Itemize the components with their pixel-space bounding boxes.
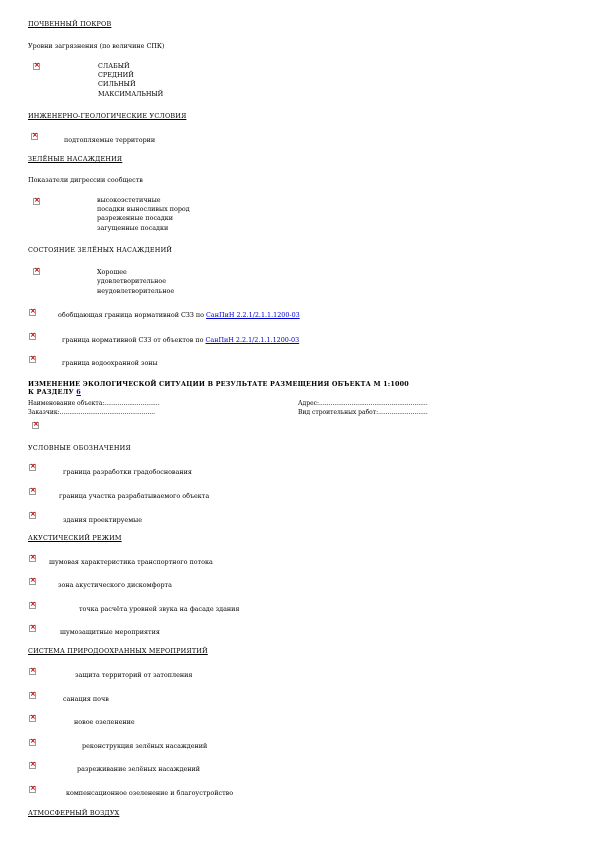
legend-item: здания проектируемые: [63, 516, 143, 524]
broken-image-icon: [29, 464, 36, 471]
soil-legend-item: СРЕДНИЙ: [98, 71, 134, 79]
soil-legend-item: СЛАБЫЙ: [98, 62, 130, 70]
broken-image-icon: [32, 422, 39, 429]
eco-item: санация почв: [63, 695, 109, 703]
section-title-eco-measures: СИСТЕМА ПРИРОДООХРАННЫХ МЕРОПРИЯТИЙ: [28, 647, 208, 655]
address-field: Адрес:.........................................................: [298, 400, 428, 407]
section-title-air: АТМОСФЕРНЫЙ ВОЗДУХ: [28, 809, 120, 817]
broken-image-icon: [29, 692, 36, 699]
broken-image-icon: [29, 356, 36, 363]
eco-item: разреживание зелёных насаждений: [77, 765, 201, 773]
broken-image-icon: [33, 268, 40, 275]
section-title-acoustic: АКУСТИЧЕСКИЙ РЕЖИМ: [28, 534, 122, 542]
acoustic-item: зона акустического дискомфорта: [58, 581, 172, 589]
soil-subtitle: Уровни загрязнения (по величине СПК): [28, 42, 165, 50]
eco-item: новое озеленение: [74, 718, 135, 726]
broken-image-icon: [29, 333, 36, 340]
acoustic-item: шумозащитные мероприятия: [60, 628, 160, 636]
broken-image-icon: [29, 309, 36, 316]
soil-legend-item: СИЛЬНЫЙ: [98, 80, 136, 88]
greenery-state-item: Хорошее: [97, 268, 127, 276]
greenery-legend-item: посадки выносливых пород: [97, 205, 190, 213]
broken-image-icon: [29, 762, 36, 769]
change-title: ИЗМЕНЕНИЕ ЭКОЛОГИЧЕСКОЙ СИТУАЦИИ В РЕЗУЛЬТАТЕ РАЗМЕЩЕНИЯ ОБЪЕКТА М 1:1000: [28, 380, 409, 388]
szz-boundary-general: [58, 311, 300, 319]
greenery-legend-item: высокоэстетичные: [97, 196, 161, 204]
section-title-greenery: ЗЕЛЁНЫЕ НАСАЖДЕНИЯ: [28, 155, 123, 163]
change-title-text: К РАЗДЕЛУ: [28, 388, 74, 396]
broken-image-icon: [29, 578, 36, 585]
greenery-legend-item: загущенные посадки: [97, 224, 169, 232]
broken-image-icon: [29, 715, 36, 722]
geology-item: подтопляемые территории: [64, 136, 156, 144]
broken-image-icon: [31, 133, 38, 140]
legend-item: граница участка разрабатываемого объекта: [59, 492, 210, 500]
customer-field: Заказчик:..................................................: [28, 409, 156, 416]
eco-item: защита территорий от затопления: [75, 671, 193, 679]
szz-boundary-general-text: обобщающая граница нормативной СЗЗ по: [58, 311, 204, 319]
greenery-subtitle: Показатели дигрессии сообществ: [28, 176, 143, 184]
water-protection-zone: граница водоохранной зоны: [62, 359, 158, 367]
broken-image-icon: [29, 512, 36, 519]
section-title-greenery-state: СОСТОЯНИЕ ЗЕЛЁНЫХ НАСАЖДЕНИЙ: [28, 246, 173, 254]
section-link[interactable]: 6: [76, 388, 81, 396]
greenery-legend-item: разреженные посадки: [97, 214, 174, 222]
acoustic-item: шумовая характеристика транспортного потока: [49, 558, 213, 566]
greenery-state-item: неудовлетворительное: [97, 287, 175, 295]
broken-image-icon: [33, 198, 40, 205]
broken-image-icon: [29, 625, 36, 632]
eco-item: реконструкция зелёных насаждений: [82, 742, 208, 750]
broken-image-icon: [33, 63, 40, 70]
szz-boundary-objects: [62, 336, 299, 344]
section-title-geology: ИНЖЕНЕРНО-ГЕОЛОГИЧЕСКИЕ УСЛОВИЯ: [28, 112, 187, 120]
section-title-legend: УСЛОВНЫЕ ОБОЗНАЧЕНИЯ: [28, 444, 131, 452]
object-name-field: Наименование объекта:.............................: [28, 400, 160, 407]
eco-item: компенсационное озеленение и благоустройство: [66, 789, 234, 797]
broken-image-icon: [29, 555, 36, 562]
sanpin-link[interactable]: СанПиН 2.2.1/2.1.1.1200-03: [206, 311, 300, 319]
broken-image-icon: [29, 668, 36, 675]
legend-item: граница разработки градобоснования: [63, 468, 192, 476]
sanpin-link[interactable]: СанПиН 2.2.1/2.1.1.1200-03: [205, 336, 300, 344]
works-type-field: Вид строительных работ:..........................: [298, 409, 428, 416]
szz-boundary-objects-text: граница нормативной СЗЗ от объектов по: [62, 336, 204, 344]
broken-image-icon: [29, 739, 36, 746]
greenery-state-item: удовлетворительное: [97, 277, 167, 285]
broken-image-icon: [29, 786, 36, 793]
section-title-soil: ПОЧВЕННЫЙ ПОКРОВ: [28, 20, 112, 28]
broken-image-icon: [29, 602, 36, 609]
acoustic-item: точка расчёта уровней звука на фасаде здания: [79, 605, 240, 613]
broken-image-icon: [29, 488, 36, 495]
change-title-line2: [28, 388, 81, 396]
soil-legend-item: МАКСИМАЛЬНЫЙ: [98, 90, 164, 98]
